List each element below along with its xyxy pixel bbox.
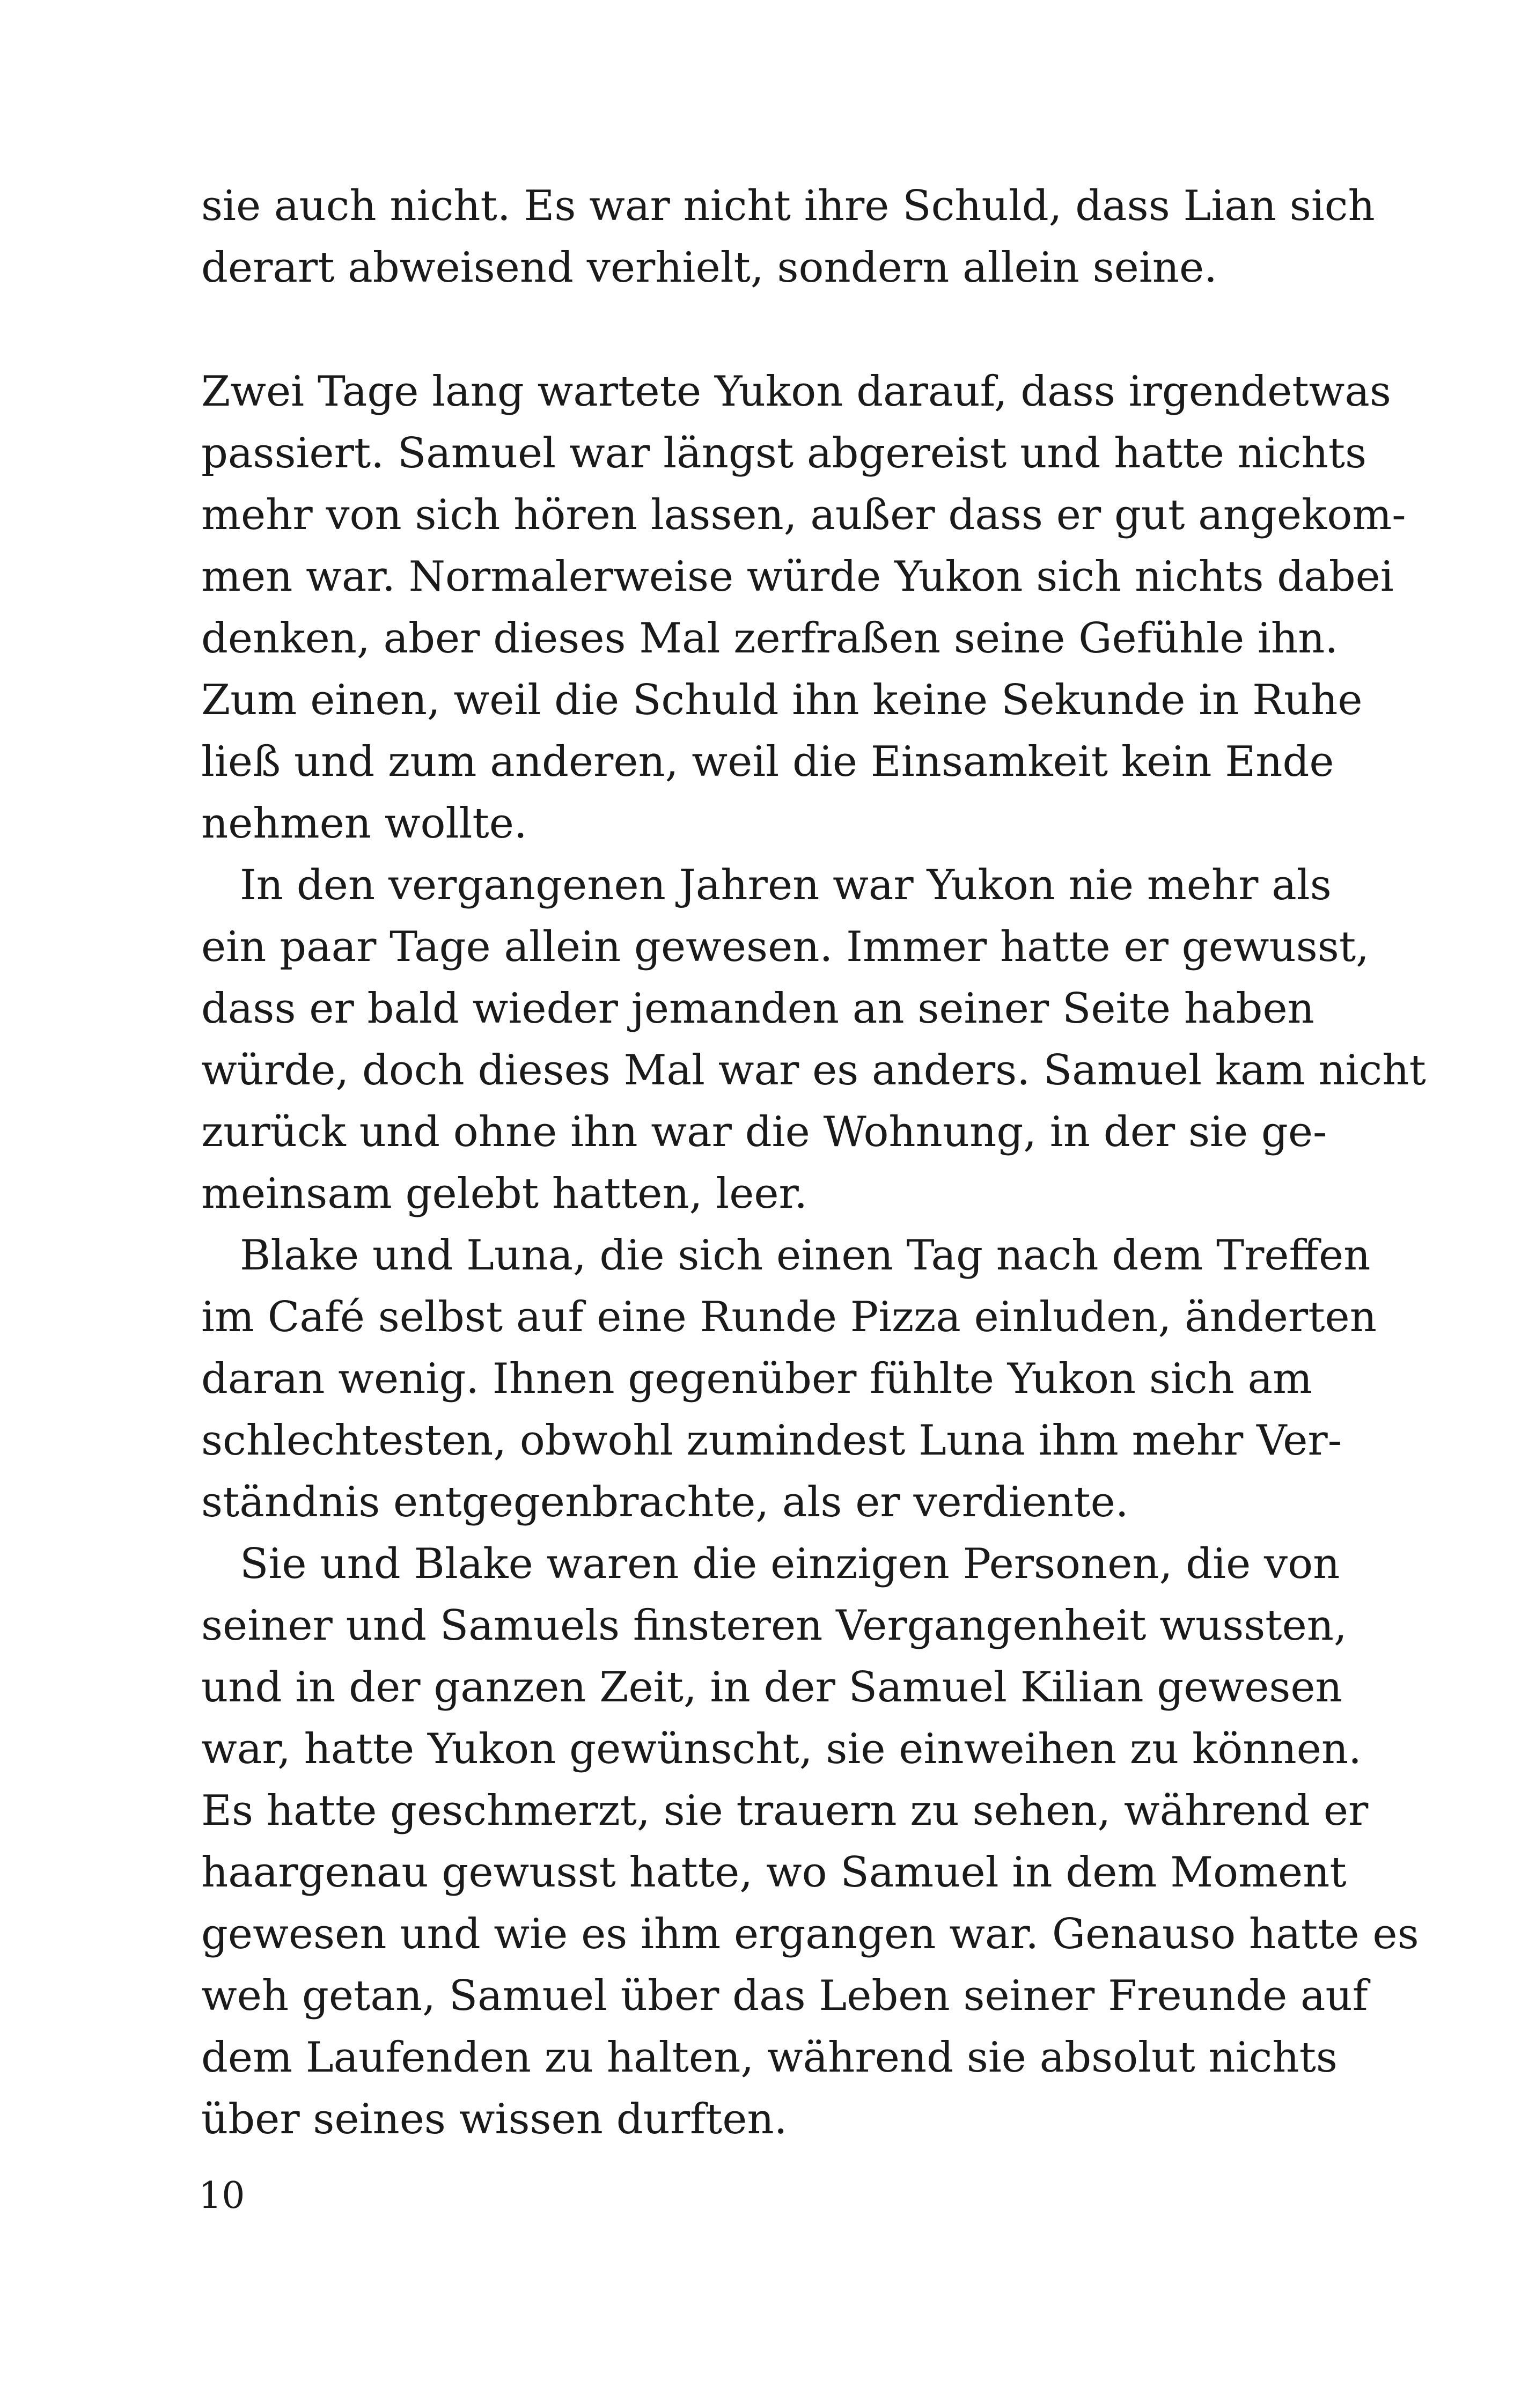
- text-line: Sie und Blake waren die einzigen Personen, die von: [240, 1540, 1340, 1588]
- main-text: [201, 361, 1426, 2150]
- text-line: seiner und Samuels finsteren Vergangenheit wussten,: [201, 1602, 1347, 1650]
- text-line: dem Laufenden zu halten, während sie absolut nichts: [201, 2033, 1338, 2082]
- text-line: denken, aber dieses Mal zerfraßen seine Gefühle ihn.: [201, 614, 1339, 663]
- text-line: schlechtesten, obwohl zumindest Luna ihm mehr Ver-: [201, 1416, 1342, 1465]
- text-line: Zwei Tage lang wartete Yukon darauf, dass irgendetwas: [201, 368, 1391, 416]
- paragraph-2: [201, 361, 1406, 855]
- text-line: gewesen und wie es ihm ergangen war. Genauso hatte es: [201, 1910, 1419, 1958]
- text-line: im Café selbst auf eine Runde Pizza einluden, änderten: [201, 1293, 1377, 1341]
- text-line: In den vergangenen Jahren war Yukon nie mehr als: [240, 861, 1332, 909]
- paragraph-1: [201, 175, 1375, 299]
- text-line: men war. Normalerweise würde Yukon sich nichts dabei: [201, 553, 1394, 601]
- text-line: passiert. Samuel war längst abgereist und hatte nichts: [201, 429, 1367, 478]
- text-line: Zum einen, weil die Schuld ihn keine Sekunde in Ruhe: [201, 676, 1363, 724]
- text-line: meinsam gelebt hatten, leer.: [201, 1170, 808, 1218]
- text-line: über seines wissen durften.: [201, 2095, 788, 2143]
- paragraph-3: [201, 855, 1426, 1225]
- page-number: 10: [199, 2175, 245, 2217]
- text-line: dass er bald wieder jemanden an seiner Seite haben: [201, 985, 1314, 1033]
- text-line: würde, doch dieses Mal war es anders. Samuel kam nicht: [201, 1046, 1426, 1095]
- text-line: Blake und Luna, die sich einen Tag nach dem Treffen: [240, 1231, 1371, 1280]
- text-line: nehmen wollte.: [201, 799, 527, 848]
- text-line: derart abweisend verhielt, sondern allein seine.: [201, 244, 1217, 292]
- text-line: ließ und zum anderen, weil die Einsamkeit kein Ende: [201, 738, 1334, 786]
- text-line: mehr von sich hören lassen, außer dass er gut angekom-: [201, 491, 1406, 539]
- text-line: und in der ganzen Zeit, in der Samuel Kilian gewesen: [201, 1663, 1342, 1712]
- paragraph-5: [201, 1533, 1419, 2150]
- text-line: ständnis entgegenbrachte, als er verdiente.: [201, 1478, 1129, 1526]
- text-line: war, hatte Yukon gewünscht, sie einweihen zu können.: [201, 1725, 1362, 1773]
- text-line: ein paar Tage allein gewesen. Immer hatte er gewusst,: [201, 923, 1369, 971]
- text-line: zurück und ohne ihn war die Wohnung, in der sie ge-: [201, 1108, 1327, 1156]
- text-line: sie auch nicht. Es war nicht ihre Schuld, dass Lian sich: [201, 182, 1375, 230]
- text-line: haargenau gewusst hatte, wo Samuel in dem Moment: [201, 1848, 1347, 1897]
- text-line: Es hatte geschmerzt, sie trauern zu sehen, während er: [201, 1787, 1369, 1835]
- text-line: daran wenig. Ihnen gegenüber fühlte Yukon sich am: [201, 1355, 1313, 1403]
- paragraph-4: [201, 1225, 1377, 1533]
- text-line: weh getan, Samuel über das Leben seiner Freunde auf: [201, 1972, 1368, 2020]
